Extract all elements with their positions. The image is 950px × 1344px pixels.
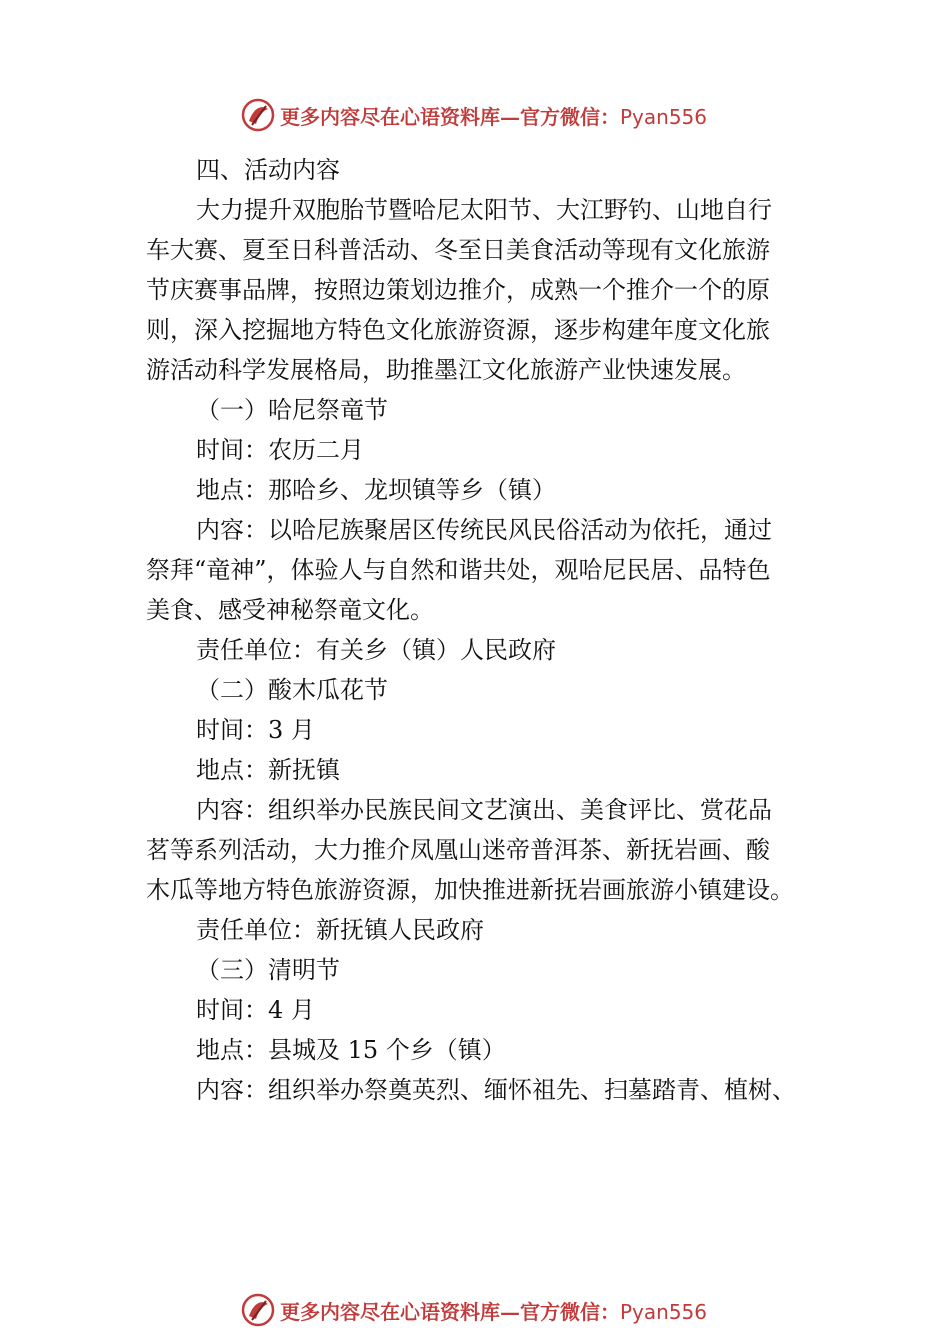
- event-3-time: 时间：4 月: [196, 996, 315, 1024]
- event-3-title: （三）清明节: [196, 956, 340, 984]
- event-2-title: （二）酸木瓜花节: [196, 676, 388, 704]
- event-1-responsible: 责任单位：有关乡（镇）人民政府: [196, 636, 556, 664]
- event-2-place: 地点：新抚镇: [196, 756, 340, 784]
- seal-logo-icon: [240, 97, 276, 133]
- document-body: [146, 150, 816, 1110]
- seal-logo-icon: [240, 1292, 276, 1328]
- watermark-text: 更多内容尽在心语资料库—官方微信：Pyan556: [280, 104, 708, 129]
- section-heading: 四、活动内容: [196, 156, 340, 184]
- event-2-content: 内容：组织举办民族民间文艺演出、美食评比、赏花品 茗等系列活动，大力推介凤凰山迷帝普洱茶、新抚岩画、酸 木瓜等地方特色旅游资源，加快推进新抚岩画旅游小镇建设。: [146, 796, 794, 904]
- event-2-responsible: 责任单位：新抚镇人民政府: [196, 916, 484, 944]
- event-1-place: 地点：那哈乡、龙坝镇等乡（镇）: [196, 476, 556, 504]
- event-3-content: 内容：组织举办祭奠英烈、缅怀祖先、扫墓踏青、植树、: [196, 1076, 796, 1104]
- footer-watermark: [240, 1290, 707, 1330]
- header-watermark: [240, 95, 707, 135]
- event-1-title: （一）哈尼祭竜节: [196, 396, 388, 424]
- event-1-content: 内容：以哈尼族聚居区传统民风民俗活动为依托，通过 祭拜“竜神”，体验人与自然和谐共处，观哈尼民居、品特色 美食、感受神秘祭竜文化。: [146, 516, 772, 624]
- event-1-time: 时间：农历二月: [196, 436, 364, 464]
- event-2-time: 时间：3 月: [196, 716, 315, 744]
- event-3-place: 地点：县城及 15 个乡（镇）: [196, 1036, 506, 1064]
- watermark-text: 更多内容尽在心语资料库—官方微信：Pyan556: [280, 1299, 708, 1324]
- intro-paragraph: 大力提升双胞胎节暨哈尼太阳节、大江野钓、山地自行 车大赛、夏至日科普活动、冬至日美食活动等现有文化旅游 节庆赛事品牌，按照边策划边推介，成熟一个推介一个的原 则，深入挖掘地方特色文化旅游资源，逐步构建年度文化旅 游活动科学发展格局，助推墨江文化旅游产业快速发展。: [146, 196, 772, 384]
